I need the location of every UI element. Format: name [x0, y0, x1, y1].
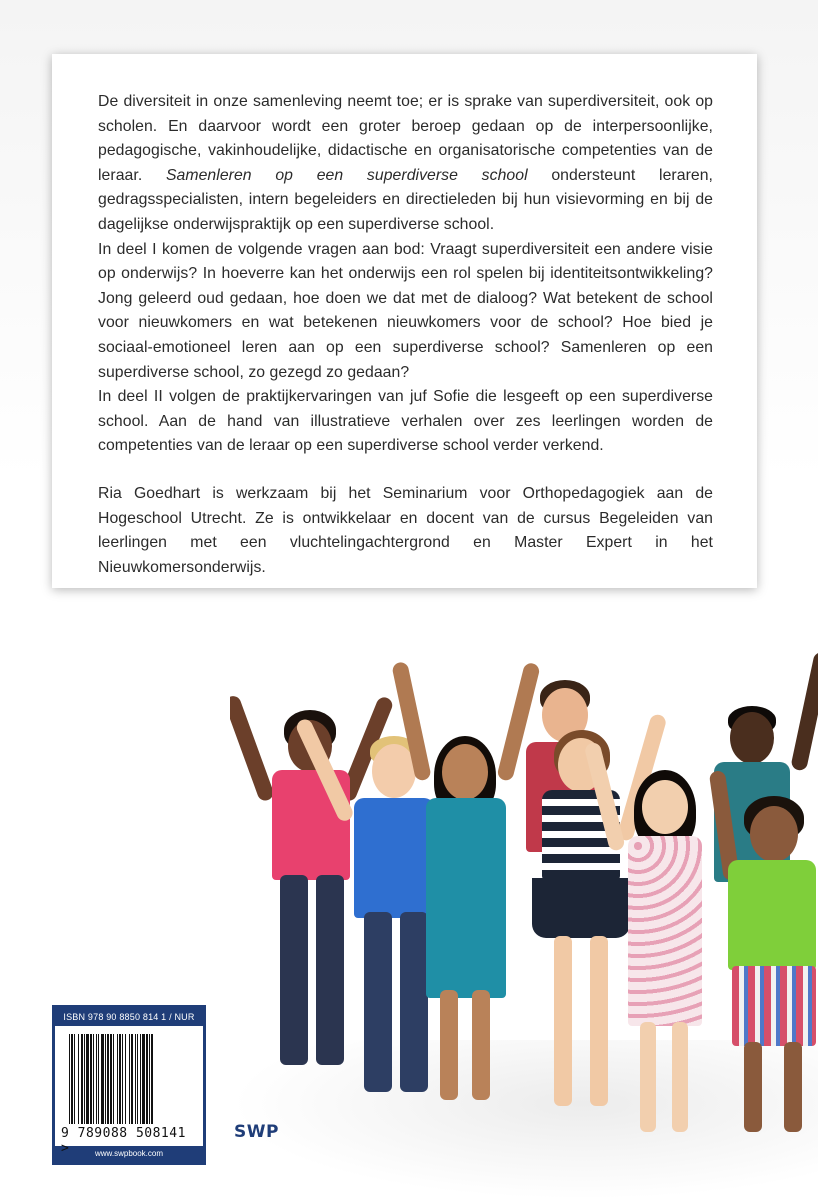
barcode-bar — [137, 1034, 138, 1124]
blurb-paragraph-2: In deel I komen de volgende vragen aan bod: Vraagt superdiversiteit een andere visie op onderwijs? In hoeverre kan het onderwijs een rol spelen bij identiteitsontwikkeling? Jong geleerd oud gedaan, hoe doen we dat met de dialoog? Wat betekent de school voor nieuwkomers en wat betekenen nieuwkomers voor de school? Hoe bied je sociaal-emotioneel leren aan op een superdiverse school? Samenleren op een superdiverse school, zo gezegd zo gedaan? — [98, 240, 713, 381]
barcode-bar — [78, 1034, 79, 1124]
child-shirt — [728, 860, 816, 970]
child-head — [642, 780, 688, 834]
child-arm — [790, 651, 818, 772]
barcode-bar — [151, 1034, 153, 1124]
barcode-bar — [149, 1034, 150, 1124]
barcode-bar — [129, 1034, 130, 1124]
blurb-p1-part1: De diversiteit in onze samenleving neemt toe; er is sprake van superdiversiteit, ook op scholen. En daarvoor wordt een groter beroep gedaan op de interpersoonlijke, pedagogische, vakinhoudelijke, didactische en organisatorische competenties van de leraar. — [98, 93, 713, 184]
barcode-bar — [119, 1034, 121, 1124]
child-leg — [744, 1042, 762, 1132]
child-leg — [784, 1042, 802, 1132]
barcode-bar — [69, 1034, 70, 1124]
barcode-bar — [142, 1034, 145, 1124]
child-arm — [230, 694, 276, 803]
barcode-bar — [110, 1034, 112, 1124]
barcode-bars — [69, 1034, 193, 1124]
barcode-bar — [105, 1034, 106, 1124]
author-bio: Ria Goedhart is werkzaam bij het Seminarium voor Orthopedagogiek aan de Hogeschool Utrecht. Ze is ontwikkelaar en docent van de cursus Begeleiden van leerlingen met een vluchtelingachtergrond en Master Expert in het Nieuwkomersonderwijs. — [98, 484, 713, 576]
barcode-bar — [117, 1034, 118, 1124]
child-teal-dress — [410, 650, 520, 1130]
publisher-logo: SWP — [234, 1122, 279, 1142]
barcode-bar — [81, 1034, 83, 1124]
barcode-bar — [146, 1034, 148, 1124]
barcode-bar — [98, 1034, 99, 1124]
book-title-italic: Samenleren op een superdiverse school — [165, 166, 528, 184]
child-leg — [590, 936, 608, 1106]
barcode-bar — [122, 1034, 123, 1124]
child-floral-dress — [610, 740, 720, 1160]
blurb-p1-part2: ondersteunt leraren, gedragsspecialisten, intern begeleiders en directieleden bij hun visievorming en bij de dagelijkse onderwijspraktijk op een superdiverse school. — [98, 166, 713, 233]
barcode-bar — [135, 1034, 136, 1124]
barcode-bar — [113, 1034, 114, 1124]
barcode-bar — [90, 1034, 92, 1124]
barcode-bar — [86, 1034, 89, 1124]
blurb-text — [98, 90, 713, 580]
barcode-bar — [93, 1034, 94, 1124]
barcode-bar — [107, 1034, 109, 1124]
isbn-barcode-block — [52, 1005, 206, 1165]
child-leg — [440, 990, 458, 1100]
blurb-paragraph-3: In deel II volgen de praktijkervaringen van juf Sofie die lesgeeft op een superdiverse school. Aan de hand van illustratieve verhalen over zes leerlingen worden de competenties van de leraar op een superdiverse school verder verkend. — [98, 388, 713, 455]
publisher-website: www.swpbook.com — [94, 1149, 164, 1158]
child-head — [730, 712, 774, 764]
blurb-panel — [52, 54, 757, 588]
blurb-paragraph-1 — [98, 90, 713, 238]
child-leg — [554, 936, 572, 1106]
barcode-bar — [84, 1034, 85, 1124]
barcode-bar — [140, 1034, 141, 1124]
child-leg — [280, 875, 308, 1065]
child-head — [442, 744, 488, 800]
child-leg — [364, 912, 392, 1092]
barcode-digits: 9 789088 508141 > — [61, 1126, 186, 1156]
child-dress — [628, 836, 702, 1026]
child-dress — [426, 798, 506, 998]
child-shorts — [732, 966, 816, 1046]
barcode-bar — [71, 1034, 73, 1124]
child-head — [750, 806, 798, 862]
child-green-shirt — [720, 770, 818, 1190]
child-leg — [672, 1022, 688, 1132]
isbn-label: ISBN 978 90 8850 814 1 / NUR — [63, 1012, 195, 1022]
barcode-bar — [131, 1034, 133, 1124]
barcode-bar — [74, 1034, 75, 1124]
barcode-bar — [125, 1034, 126, 1124]
children-photo — [230, 590, 818, 1200]
barcode-bar — [101, 1034, 104, 1124]
child-leg — [640, 1022, 656, 1132]
child-leg — [472, 990, 490, 1100]
barcode-bar — [96, 1034, 97, 1124]
